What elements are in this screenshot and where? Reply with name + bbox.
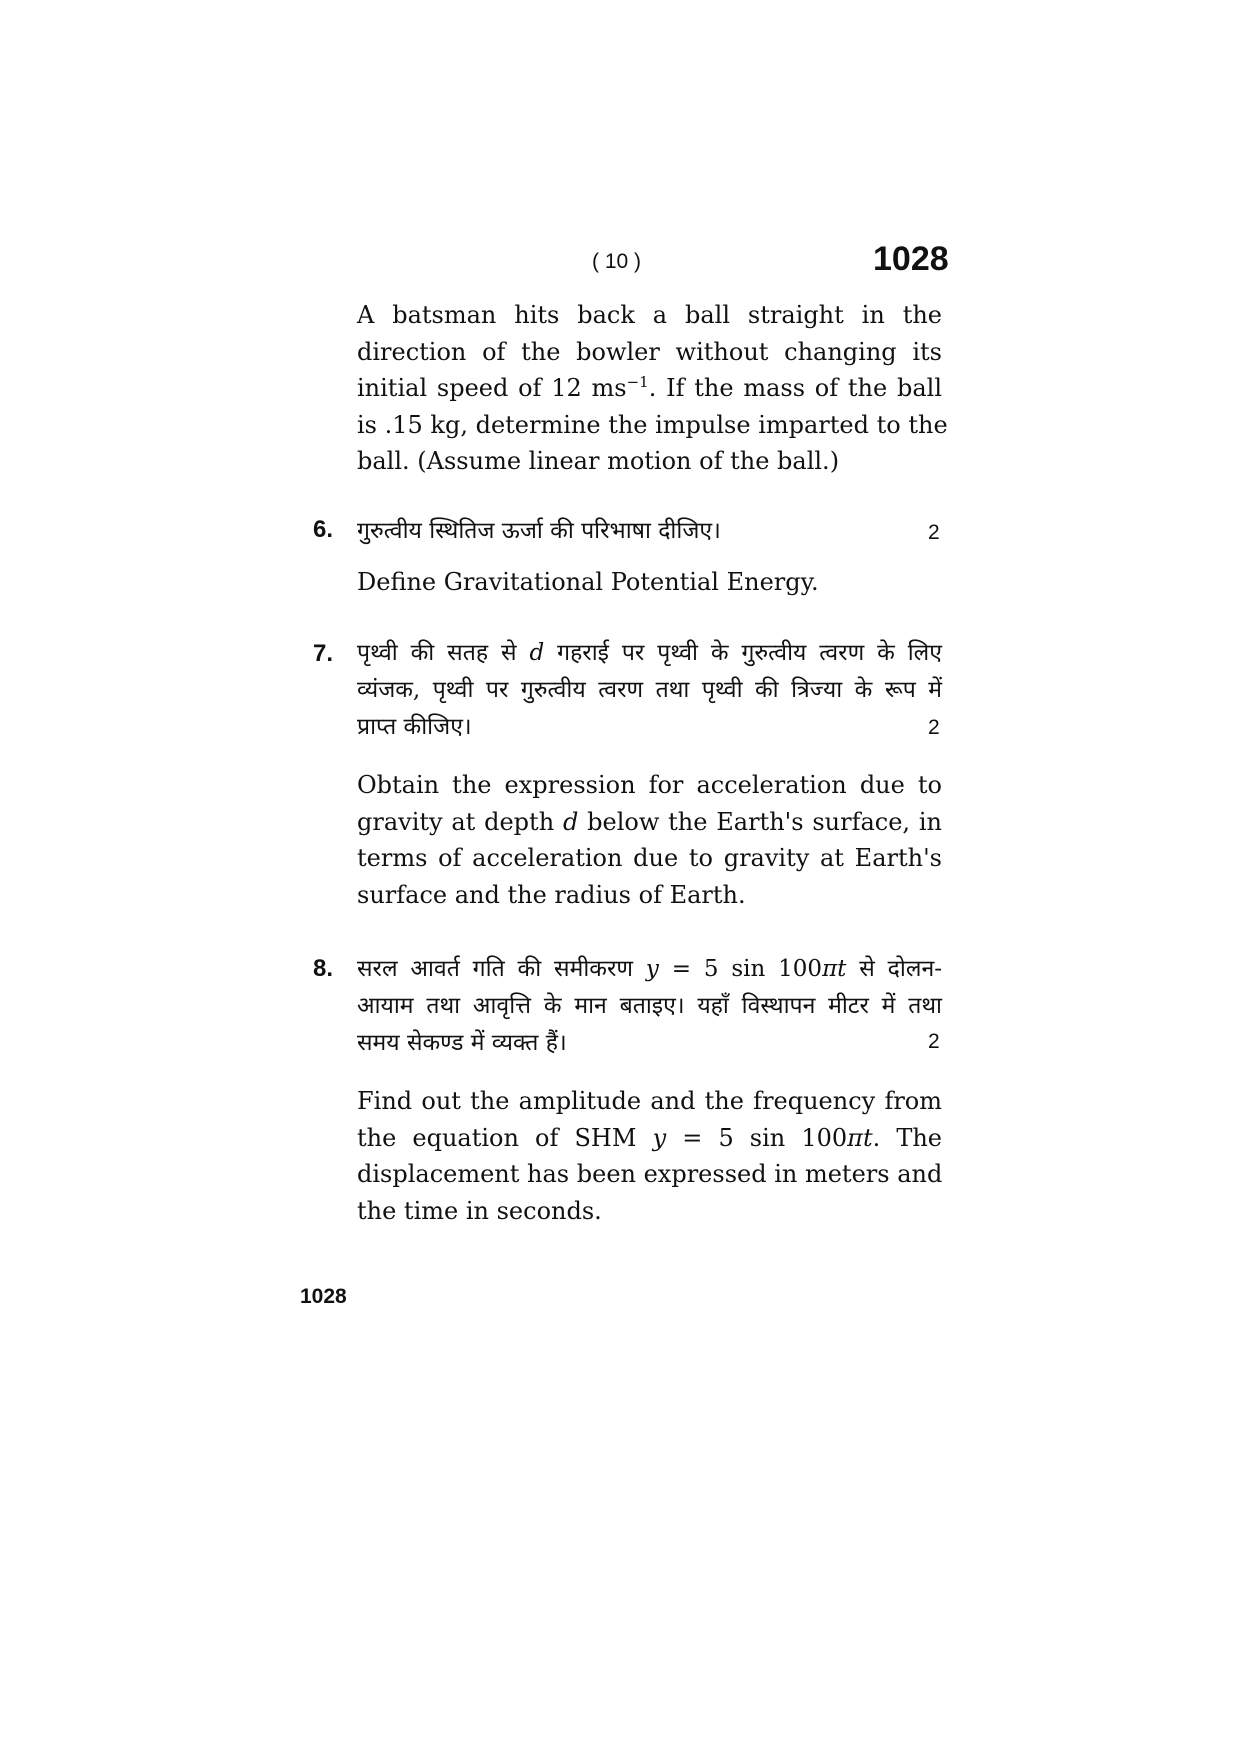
text-line: terms of acceleration due to gravity at Earth's bbox=[357, 844, 942, 872]
q8-marks: 2 bbox=[928, 1030, 940, 1053]
q6-english-text bbox=[357, 564, 942, 601]
text-line: समय सेकण्ड में व्यक्त हैं। bbox=[357, 1030, 567, 1056]
q6-hindi-text bbox=[357, 513, 942, 550]
q8-hindi-text bbox=[357, 951, 942, 1062]
text-line: the time in seconds. bbox=[357, 1196, 602, 1225]
text-line: व्यंजक, पृथ्वी पर गुरुत्वीय त्वरण तथा पृथ्वी की त्रिज्या के रूप में bbox=[357, 677, 942, 703]
text-line: प्राप्त कीजिए। bbox=[357, 714, 472, 740]
text-line: आयाम तथा आवृत्ति के मान बताइए। यहाँ विस्थापन मीटर में तथा bbox=[357, 993, 942, 1019]
text-line: Obtain the expression for acceleration due to bbox=[357, 771, 942, 799]
text-line: Find out the amplitude and the frequency from bbox=[357, 1087, 942, 1115]
text-line: is .15 kg, determine the impulse imparted to the bbox=[357, 410, 948, 439]
text-line: direction of the bowler without changing its bbox=[357, 337, 942, 366]
text-line: displacement has been expressed in meters and bbox=[357, 1160, 943, 1188]
question-number-8: 8. bbox=[313, 955, 334, 982]
text-line: the equation of SHM y = 5 sin 100πt. The bbox=[357, 1123, 942, 1152]
paper-code-top: 1028 bbox=[873, 240, 949, 278]
question-number-7: 7. bbox=[313, 640, 334, 667]
q7-english-text bbox=[357, 767, 942, 913]
question-number-6: 6. bbox=[313, 516, 334, 543]
text-line: surface and the radius of Earth. bbox=[357, 880, 746, 909]
text-line: initial speed of 12 $ms^{-1}$. If the mass of the ball bbox=[357, 373, 942, 402]
text-line: A batsman hits back a ball straight in the bbox=[357, 301, 942, 329]
text-line: ball. (Assume linear motion of the ball.) bbox=[357, 447, 840, 475]
text-line: सरल आवर्त गति की समीकरण y = 5 sin 100πt से दोलन- bbox=[357, 956, 942, 982]
page-number: ( 10 ) bbox=[592, 250, 642, 273]
text-line: गुरुत्वीय स्थितिज ऊर्जा की परिभाषा दीजिए। bbox=[357, 518, 721, 544]
q5-english-text bbox=[357, 297, 948, 480]
q7-hindi-text bbox=[357, 635, 942, 746]
text-line: पृथ्वी की सतह से d गहराई पर पृथ्वी के गुरुत्वीय त्वरण के लिए bbox=[357, 640, 942, 666]
q8-english-text bbox=[357, 1083, 942, 1229]
text-line: gravity at depth d below the Earth's surface, in bbox=[357, 807, 942, 836]
text-line: Define Gravitational Potential Energy. bbox=[357, 568, 819, 596]
paper-code-bottom: 1028 bbox=[300, 1285, 347, 1308]
q6-marks: 2 bbox=[928, 521, 940, 544]
q7-marks: 2 bbox=[928, 716, 940, 739]
